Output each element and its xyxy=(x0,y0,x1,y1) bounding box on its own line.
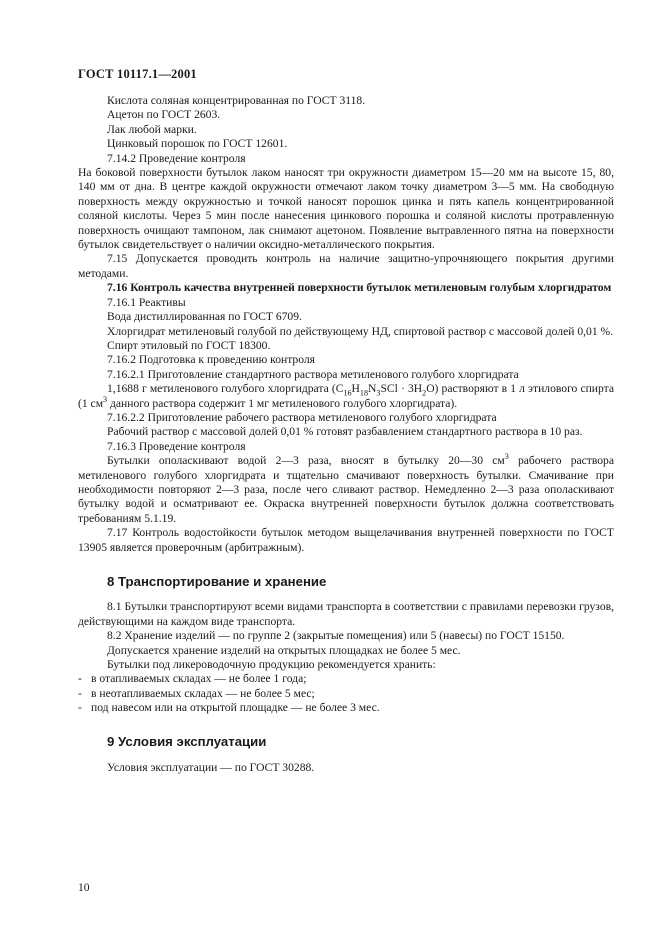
reagent-ethanol: Спирт этиловый по ГОСТ 18300. xyxy=(107,338,271,352)
reagent-lacquer: Лак любой марки. xyxy=(107,122,197,136)
clause-7-15: 7.15 Допускается проводить контроль на наличие защитно-упрочняющего покрытия другими методами. xyxy=(78,252,614,280)
working-solution-paragraph: Рабочий раствор с массовой долей 0,01 % готовят разбавлением стандартного раствора в 10 раз. xyxy=(107,425,583,439)
clause-7-16-2: 7.16.2 Подготовка к проведению контроля xyxy=(107,353,315,367)
rinse-procedure-paragraph: Бутылки ополаскивают водой 2—3 раза, вносят в бутылку 20—30 $см^3$ рабочего раствора метиленового голубого хлоргидрата и тщательно смачивают поверхность бутылки. Смачивание при необходимости повторяют 2—3 раза, после чего сливают раствор. Немедленно 2—3 раза ополаскивают бутылку водой и осматривают ее. Окраска внутренней поверхности бутылок должна соответствовать требованиям 5.1.19. xyxy=(78,452,614,525)
clause-7-14-2: 7.14.2 Проведение контроля xyxy=(107,151,246,165)
document-header: ГОСТ 10117.1—2001 xyxy=(78,67,197,81)
clause-7-17: 7.17 Контроль водостойкости бутылок методом выщелачивания внутренней поверхности по ГОСТ 13905 является проверочным (арбитражным). xyxy=(78,526,614,554)
open-storage-paragraph: Допускается хранение изделий на открытых площадках не более 5 мес. xyxy=(107,643,461,657)
clause-7-16-1: 7.16.1 Реактивы xyxy=(107,295,186,309)
standard-solution-paragraph: 1,1688 г метиленового голубого хлоргидрата $(C_{16}H_{18}N_3SCl \cdot 3H_2O)$ растворяют в 1 л этилового спирта (1 $см^3$ данного раствора содержит 1 мг метиленового голубого хлоргидрата). xyxy=(78,382,614,410)
clause-7-16-2-2: 7.16.2.2 Приготовление рабочего раствора метиленового голубого хлоргидрата xyxy=(107,410,497,424)
list-item: - в неотапливаемых складах — не более 5 мес; xyxy=(78,686,315,700)
clause-8-1: 8.1 Бутылки транспортируют всеми видами транспорта в соответствии с правилами перевозки грузов, действующими на каждом виде транспорта. xyxy=(78,600,614,628)
clause-7-16-heading: 7.16 Контроль качества внутренней поверхности бутылок метиленовым голубым хлоргидратом xyxy=(107,281,612,295)
reagent-zinc-powder: Цинковый порошок по ГОСТ 12601. xyxy=(107,137,288,151)
reagent-methylene-blue: Хлоргидрат метиленовый голубой по действующему НД, спиртовой раствор с массовой долей 0,01 %. xyxy=(107,324,614,338)
list-item: - под навесом или на открытой площадке — не более 3 мес. xyxy=(78,701,380,715)
storage-recommendation: Бутылки под ликероводочную продукцию рекомендуется хранить: xyxy=(107,658,436,672)
page-number: 10 xyxy=(78,881,90,894)
clause-7-16-3: 7.16.3 Проведение контроля xyxy=(107,439,246,453)
page-body xyxy=(78,94,614,775)
reagent-hydrochloric-acid: Кислота соляная концентрированная по ГОСТ 3118. xyxy=(107,94,366,107)
section-8-heading: 8 Транспортирование и хранение xyxy=(107,574,327,589)
list-item: - в отапливаемых складах — не более 1 года; xyxy=(78,672,307,686)
clause-8-2: 8.2 Хранение изделий — по группе 2 (закрытые помещения) или 5 (навесы) по ГОСТ 15150. xyxy=(107,629,565,643)
clause-7-16-2-1: 7.16.2.1 Приготовление стандартного раствора метиленового голубого хлоргидрата xyxy=(107,367,519,381)
clause-9-1: Условия эксплуатации — по ГОСТ 30288. xyxy=(107,761,315,775)
control-procedure-paragraph: На боковой поверхности бутылок лаком наносят три окружности диаметром 15—20 мм на высоте 15, 80, 140 мм от дна. В центре каждой окружности отмечают лаком точку диаметром 3—5 мм. На свободную поверхность между окружностью и точкой наносят порошок цинка и пять капель концентрированной соляной кислоты. Через 5 мин после нанесения цинкового порошка и соляной кислоты протравленную поверхность очищают тампоном, лак снимают ацетоном. Появление вытравленного пятна на поверхности бутылок свидетельствует о наличии оксидно-металлического покрытия. xyxy=(78,166,614,252)
section-9-heading: 9 Условия эксплуатации xyxy=(107,733,267,749)
reagent-distilled-water: Вода дистиллированная по ГОСТ 6709. xyxy=(107,310,302,324)
reagent-acetone: Ацетон по ГОСТ 2603. xyxy=(107,108,221,122)
